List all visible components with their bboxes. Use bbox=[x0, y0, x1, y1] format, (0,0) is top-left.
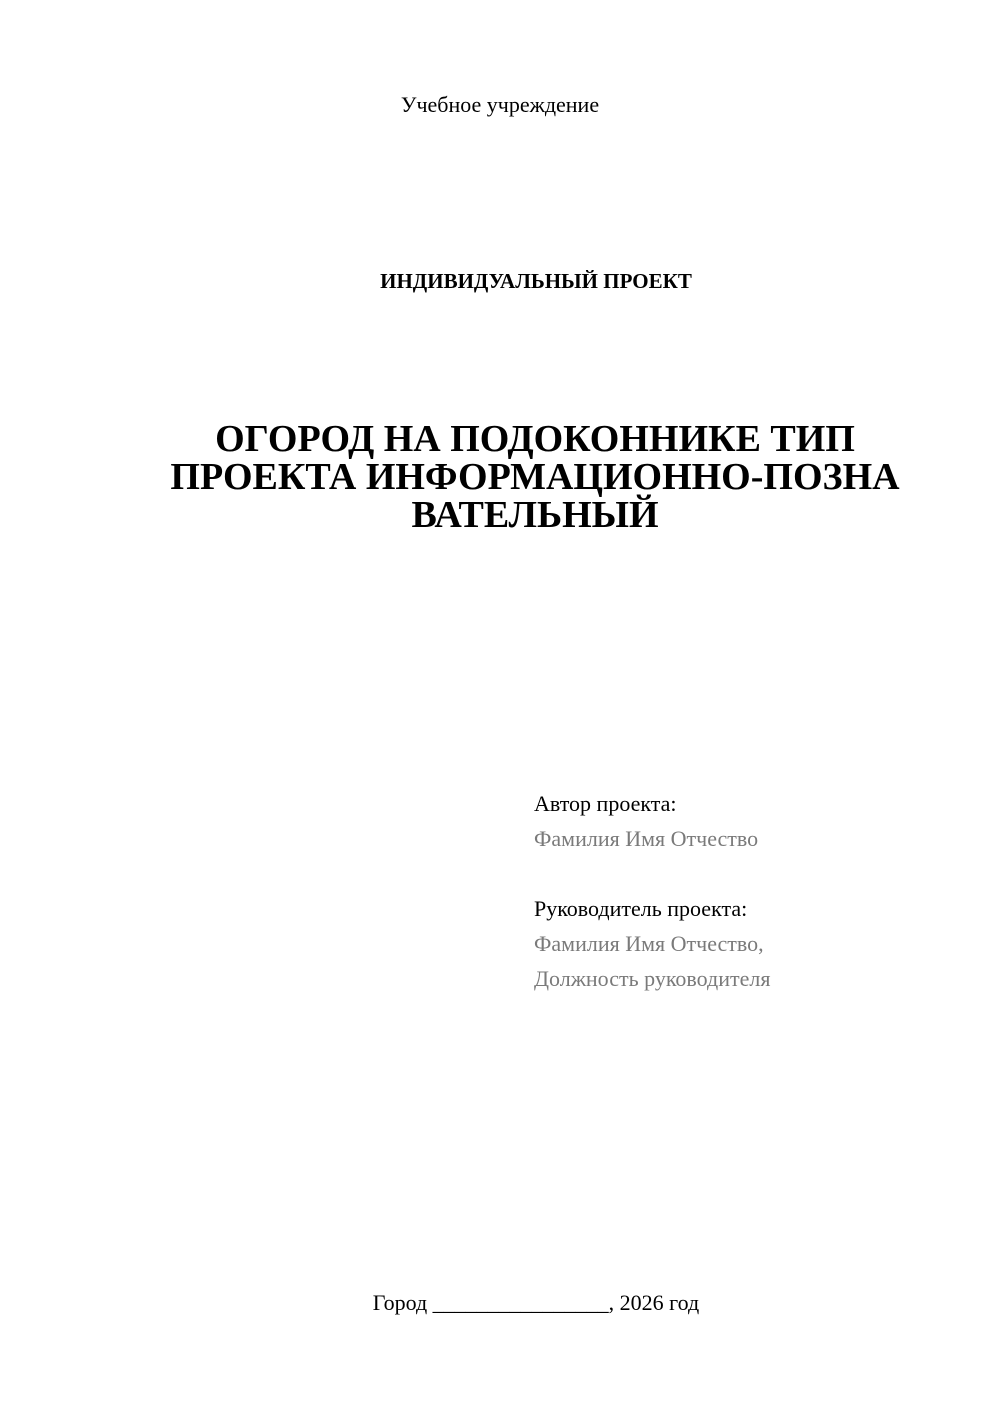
project-title-line-2: ПРОЕКТА ИНФОРМАЦИОННО-ПОЗНА bbox=[170, 456, 900, 498]
spacer bbox=[534, 856, 974, 891]
author-name: Фамилия Имя Отчество bbox=[534, 826, 759, 851]
city-blank: ________________ bbox=[432, 1290, 609, 1315]
authors-block bbox=[534, 786, 974, 996]
author-label: Автор проекта: bbox=[534, 791, 677, 816]
project-title-line-1: ОГОРОД НА ПОДОКОННИКЕ ТИП bbox=[215, 418, 855, 460]
supervisor-label: Руководитель проекта: bbox=[534, 896, 748, 921]
institution-name: Учебное учреждение bbox=[400, 92, 600, 117]
year-text: , 2026 год bbox=[608, 1290, 700, 1315]
city-label: Город bbox=[372, 1290, 428, 1315]
city-year-line bbox=[0, 1288, 1000, 1318]
project-title bbox=[150, 420, 920, 534]
project-title-line-3: ВАТЕЛЬНЫЙ bbox=[411, 494, 659, 536]
supervisor-name: Фамилия Имя Отчество, bbox=[534, 931, 764, 956]
supervisor-position: Должность руководителя bbox=[534, 966, 771, 991]
project-type-heading: ИНДИВИДУАЛЬНЫЙ ПРОЕКТ bbox=[380, 269, 692, 293]
